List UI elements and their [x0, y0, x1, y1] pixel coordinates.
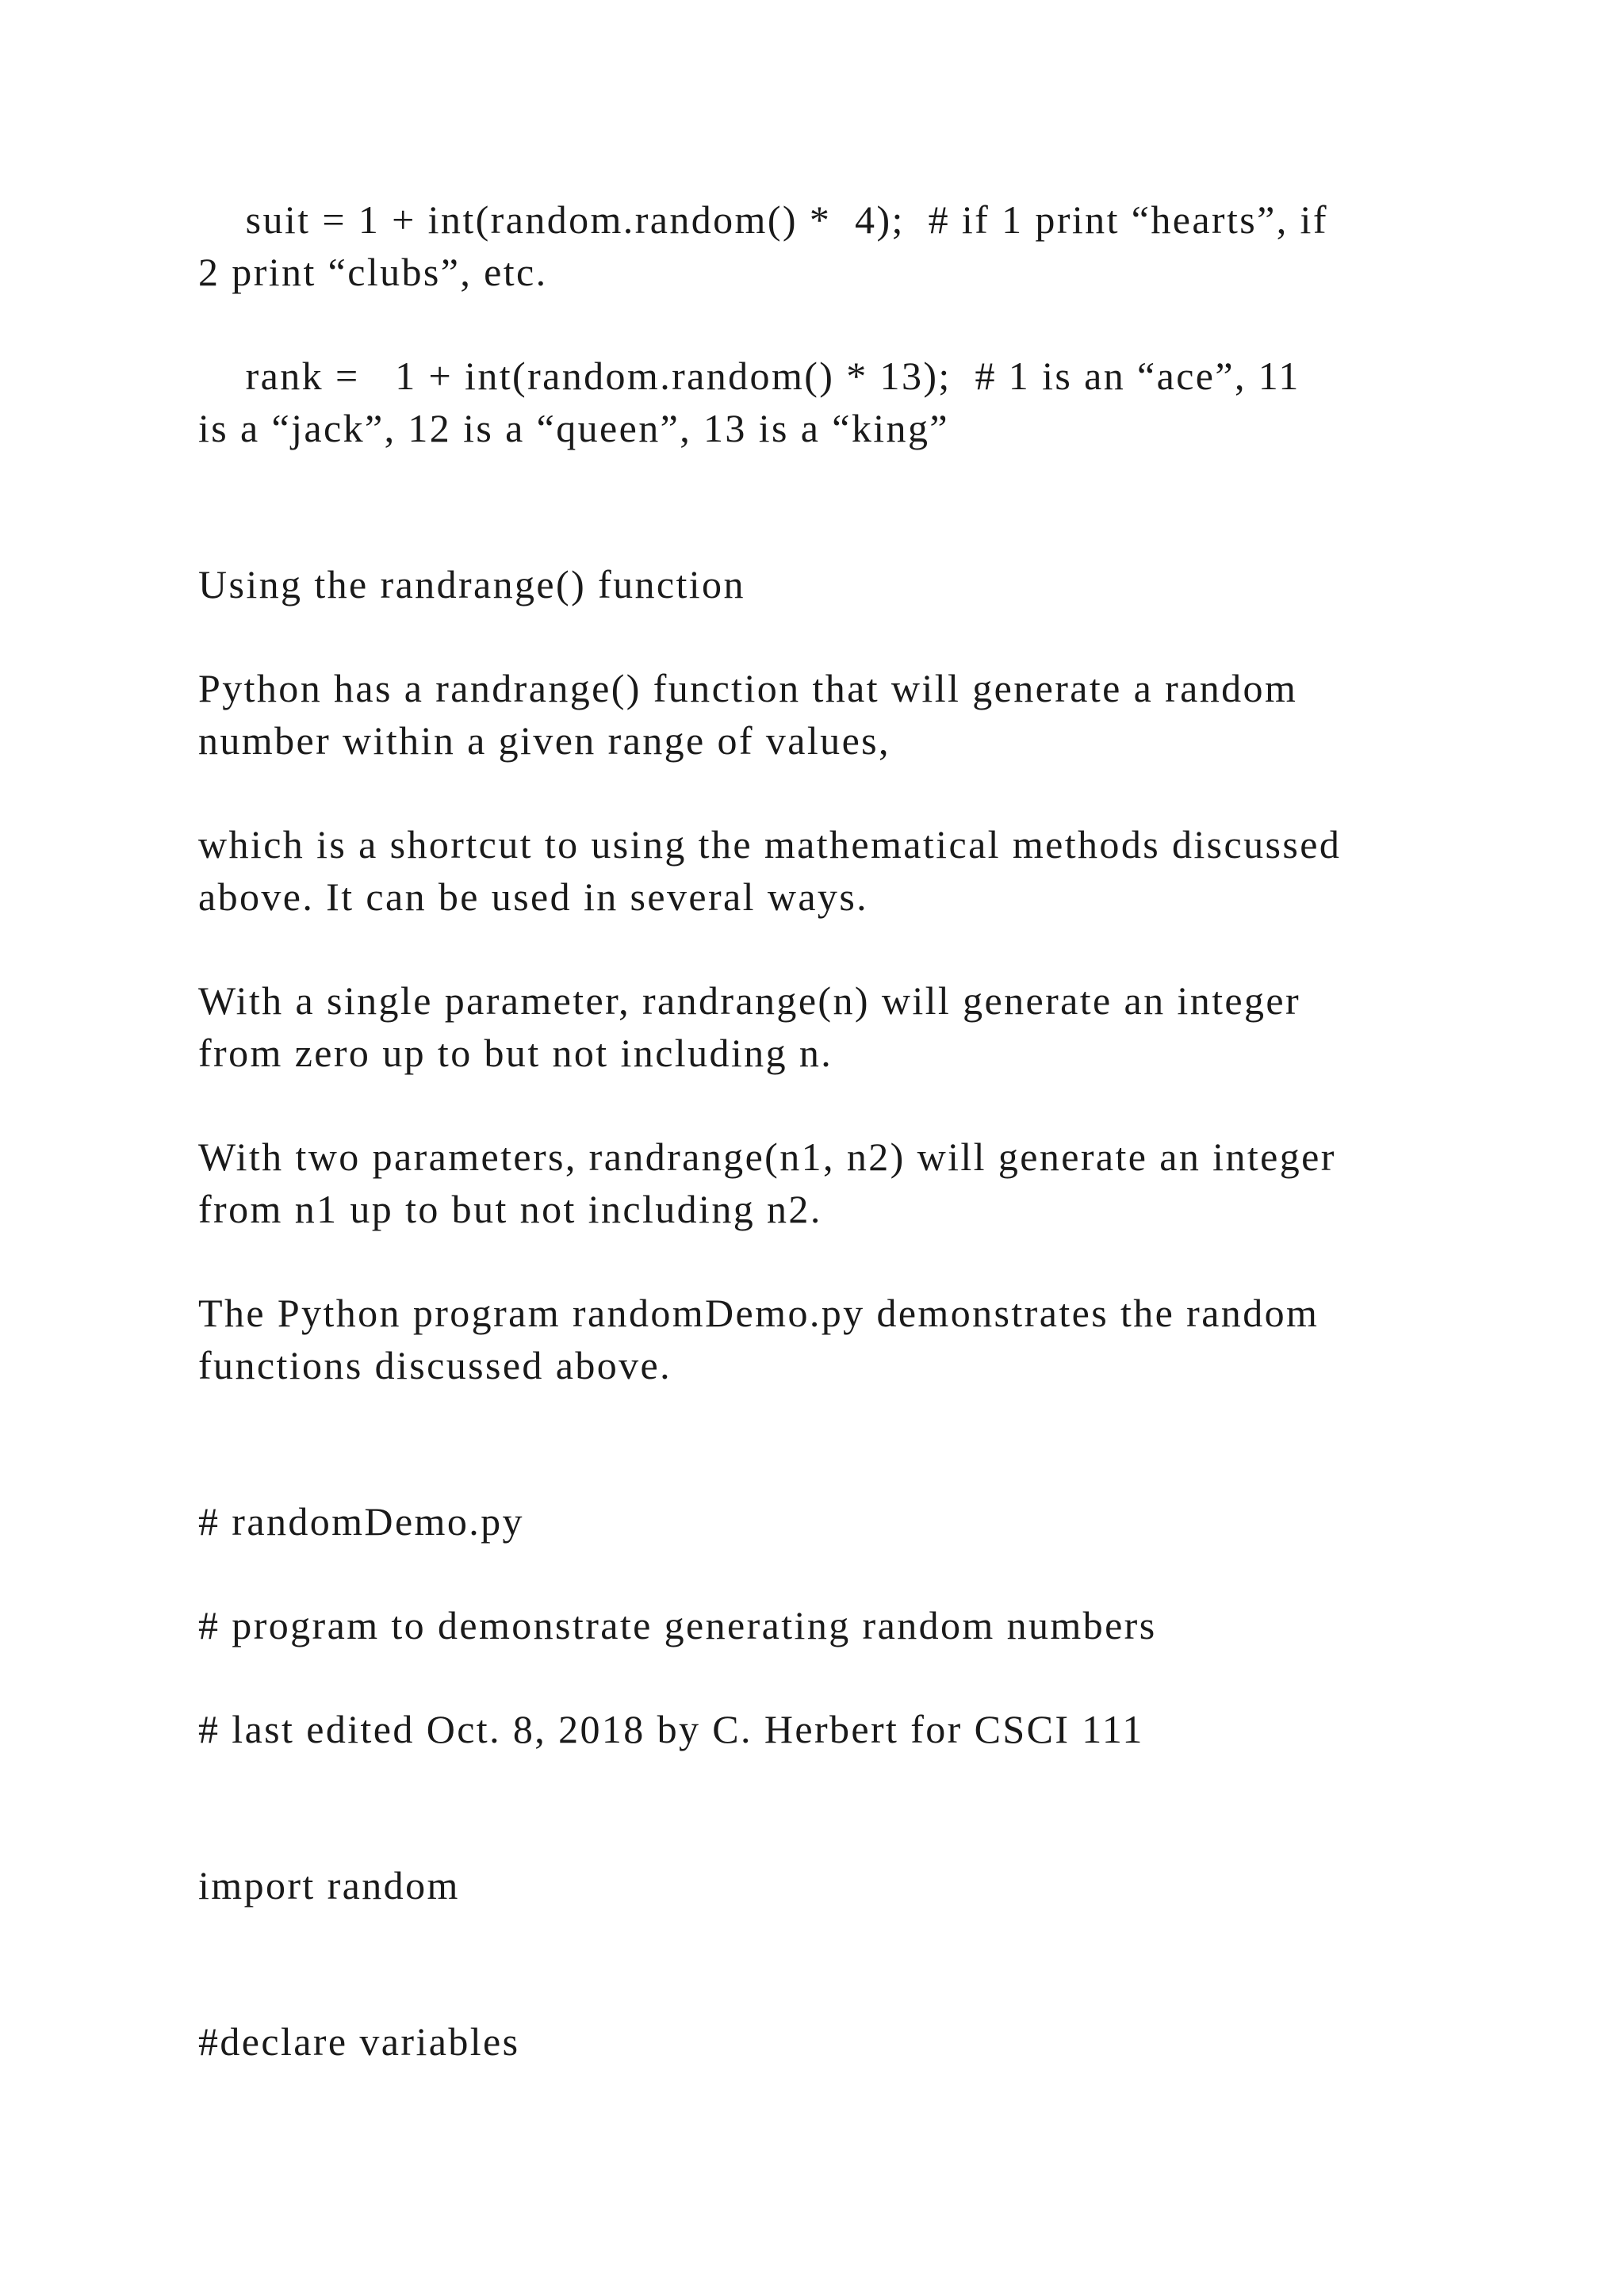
- code-comment-line: #declare variables: [198, 2019, 520, 2064]
- text-line: 2 print “clubs”, etc.: [198, 250, 548, 294]
- code-comment-line: # program to demonstrate generating random numbers: [198, 1603, 1157, 1647]
- text-line: With two parameters, randrange(n1, n2) will generate an integer: [198, 1135, 1336, 1179]
- text-line: which is a shortcut to using the mathematical methods discussed: [198, 822, 1342, 867]
- text-line: from zero up to but not including n.: [198, 1031, 833, 1075]
- text-line: rank = 1 + int(random.random() * 13); # 1 is an “ace”, 11: [198, 354, 1300, 398]
- section-heading: Using the randrange() function: [198, 562, 745, 607]
- text-line: functions discussed above.: [198, 1343, 672, 1387]
- text-line: is a “jack”, 12 is a “queen”, 13 is a “king”: [198, 406, 949, 450]
- code-comment-line: # last edited Oct. 8, 2018 by C. Herbert for CSCI 111: [198, 1707, 1144, 1751]
- text-line: suit = 1 + int(random.random() * 4); # if 1 print “hearts”, if: [198, 197, 1328, 242]
- text-line: With a single parameter, randrange(n) will generate an integer: [198, 978, 1301, 1023]
- text-line: from n1 up to but not including n2.: [198, 1187, 822, 1231]
- text-line: above. It can be used in several ways.: [198, 874, 869, 919]
- text-line: Python has a randrange() function that will generate a random: [198, 666, 1298, 710]
- code-comment-line: # randomDemo.py: [198, 1499, 524, 1544]
- text-line: The Python program randomDemo.py demonstrates the random: [198, 1291, 1320, 1335]
- code-line: import random: [198, 1863, 460, 1908]
- text-line: number within a given range of values,: [198, 718, 891, 763]
